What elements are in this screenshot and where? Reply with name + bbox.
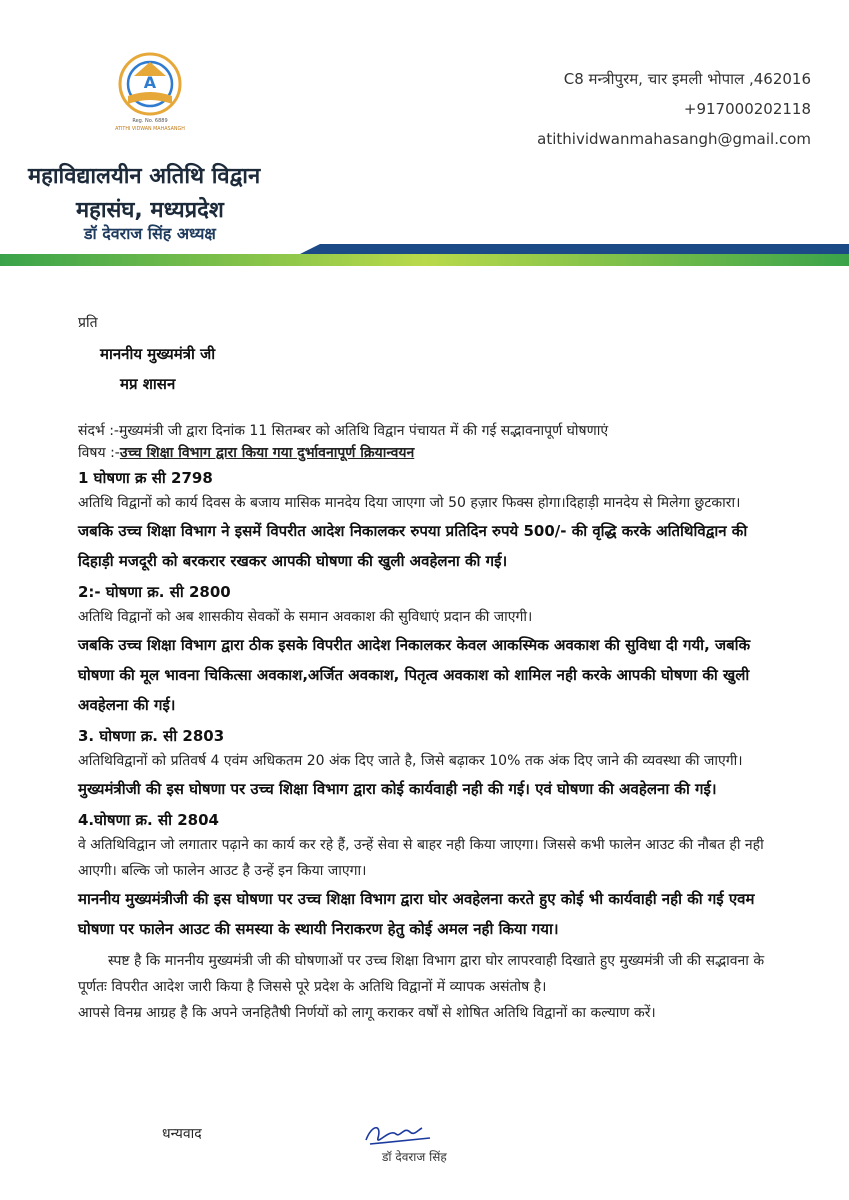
logo-caption-text: ATITHI VIDWAN MAHASANGH <box>115 127 185 132</box>
subject-line <box>78 442 778 464</box>
section-2-text: अतिथि विद्वानों को अब शासकीय सेवकों के समान अवकाश की सुविधाएं प्रदान की जाएगी। <box>78 609 533 625</box>
to-label: प्रति <box>78 315 98 331</box>
request-paragraph: आपसे विनम्र आग्रह है कि अपने जनहितैषी निर्णयों को लागू कराकर वर्षों से शोषित अतिथि विद्वानों का कल्याण करें। <box>78 1005 656 1021</box>
subject-text: उच्च शिक्षा विभाग द्वारा किया गया दुर्भावनापूर्ण क्रियान्वयन <box>119 445 415 461</box>
section-1-text: अतिथि विद्वानों को कार्य दिवस के बजाय मासिक मानदेय दिया जाएगा जो 50 हज़ार फिक्स होगा।दिहाड़ी मानदेय से मिलेगा छुटकारा। <box>78 495 741 511</box>
org-title-line2: महासंघ, मध्यप्रदेश <box>76 198 224 223</box>
section-2-bold: जबकि उच्च शिक्षा विभाग द्वारा ठीक इसके विपरीत आदेश निकालकर केवल आकस्मिक अवकाश की सुविधा दी गयी, जबकि घोषणा की मूल भावना चिकित्सा अवकाश,अर्जित अवकाश, पितृत्व अवकाश को शामिल नही करके आपकी घोषणा की खुली अवहेलना की गई। <box>78 636 751 714</box>
section-4-heading: 4.घोषणा क्र. सी 2804 <box>78 811 219 829</box>
section-4-text: वे अतिथिविद्वान जो लगातार पढ़ाने का कार्य कर रहे हैं, उन्हें सेवा से बाहर नही किया जाएगा। जिससे कभी फालेन आउट की नौबत ही नही आएगी। बल्कि जो फालेन आउट है उन्हें इन किया जाएगा। <box>78 837 764 879</box>
logo-reg-text: Reg. No. 6889 <box>132 118 168 124</box>
section-3-heading: 3. घोषणा क्र. सी 2803 <box>78 727 225 745</box>
subject-prefix: विषय :- <box>78 445 120 461</box>
section-3-text: अतिथिविद्वानों को प्रतिवर्ष 4 एवंम अधिकतम 20 अंक दिए जाते है, जिसे बढ़ाकर 10% तक अंक दिए जाने की व्यवस्था की जाएगी। <box>78 753 743 769</box>
closing-paragraph: स्पष्ट है कि माननीय मुख्यमंत्री जी की घोषणाओं पर उच्च शिक्षा विभाग द्वारा घोर लापरवाही दिखाते हुए मुख्यमंत्री जी की सद्भावना के पूर्णतः विपरीत आदेश जारी किया है जिससे पूरे प्रदेश के अतिथि विद्वानों में व्यापक असंतोष है। <box>78 953 765 995</box>
president-name: डॉ देवराज सिंह अध्यक्ष <box>84 224 216 243</box>
phone-text: +917000202118 <box>683 100 811 118</box>
section-1-bold: जबकि उच्च शिक्षा विभाग ने इसमें विपरीत आदेश निकालकर रुपया प्रतिदिन रुपये 500/- की वृद्धि करके अतिथिविद्वान की दिहाड़ी मजदूरी को बरकरार रखकर आपकी घोषणा की खुली अवहेलना की गई। <box>78 522 748 570</box>
signature-image <box>360 1118 440 1152</box>
email-text: atithividwanmahasangh@gmail.com <box>537 130 811 148</box>
org-logo <box>106 48 194 136</box>
section-4-bold: माननीय मुख्यमंत्रीजी की इस घोषणा पर उच्च शिक्षा विभाग द्वारा घोर अवहेलना करते हुए कोई भी कार्यवाही नही की गई एवम घोषणा पर फालेन आउट की समस्या के स्थायी निराकरण हेतु कोई अमल नही किया गया। <box>78 890 755 938</box>
letter-body <box>78 312 778 1026</box>
reference-line: संदर्भ :-मुख्यमंत्री जी द्वारा दिनांक 11 सितम्बर को अतिथि विद्वान पंचायत में की गई सद्भावनापूर्ण घोषणाएं <box>78 423 609 439</box>
contact-block <box>537 64 811 154</box>
section-2-heading: 2:- घोषणा क्र. सी 2800 <box>78 583 231 601</box>
address-text: C8 मन्त्रीपुरम, चार इमली भोपाल ,462016 <box>563 70 811 88</box>
recipient-govt: मप्र शासन <box>120 375 176 393</box>
section-3-bold: मुख्यमंत्रीजी की इस घोषणा पर उच्च शिक्षा विभाग द्वारा कोई कार्यवाही नही की गई। एवं घोषणा की अवहेलना की गई। <box>78 780 717 798</box>
org-title-line1: महाविद्यालयीन अतिथि विद्वान <box>28 164 261 189</box>
recipient: माननीय मुख्यमंत्री जी <box>100 345 216 363</box>
signatory-name: डॉ देवराज सिंह <box>382 1150 447 1164</box>
header-divider-bar <box>0 244 849 266</box>
org-title <box>28 160 260 228</box>
thanks-text: धन्यवाद <box>162 1126 202 1142</box>
section-1-heading: 1 घोषणा क्र सी 2798 <box>78 469 213 487</box>
svg-text:A: A <box>143 73 157 92</box>
